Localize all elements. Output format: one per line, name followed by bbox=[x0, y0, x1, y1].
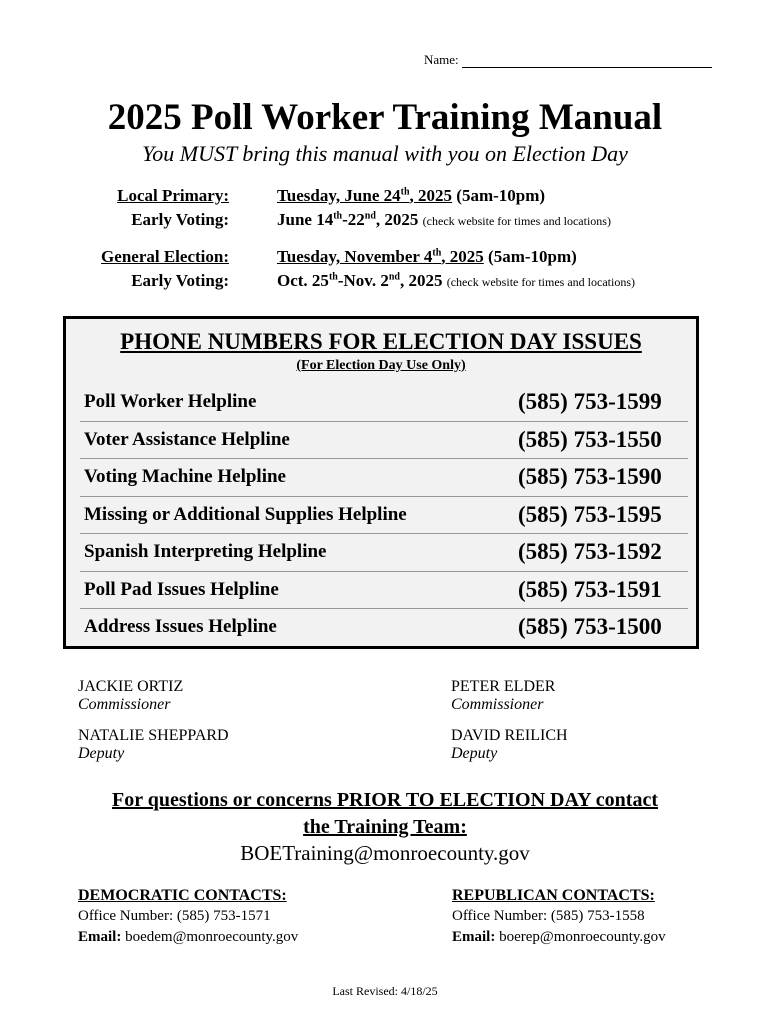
questions-line-1: For questions or concerns PRIOR TO ELECTION DAY contact bbox=[112, 789, 658, 811]
helpline-row bbox=[80, 609, 688, 647]
primary-date: Tuesday, June 24th, 2025 (5am-10pm) bbox=[277, 186, 546, 205]
questions-line-2: the Training Team: bbox=[303, 816, 467, 838]
official-role: Commissioner bbox=[78, 696, 171, 713]
name-blank-line[interactable] bbox=[462, 54, 712, 68]
republican-office: Office Number: (585) 753-1558 bbox=[452, 908, 645, 924]
helpline-row bbox=[80, 384, 688, 422]
phone-box-title: PHONE NUMBERS FOR ELECTION DAY ISSUES bbox=[120, 329, 642, 354]
primary-label: Local Primary: bbox=[117, 186, 229, 205]
general-early-note: (check website for times and locations) bbox=[446, 275, 635, 289]
official-role: Deputy bbox=[451, 745, 498, 762]
phone-numbers-box bbox=[63, 316, 699, 649]
helpline-number: (585) 753-1599 bbox=[518, 389, 662, 414]
helpline-number: (585) 753-1550 bbox=[518, 426, 662, 452]
helpline-number: (585) 753-1590 bbox=[518, 464, 662, 489]
name-label: Name: bbox=[424, 52, 459, 67]
democratic-office: Office Number: (585) 753-1571 bbox=[78, 908, 271, 924]
democratic-contacts bbox=[78, 887, 298, 946]
general-date: Tuesday, November 4th, 2025 (5am-10pm) bbox=[277, 247, 577, 266]
official-role: Commissioner bbox=[451, 696, 544, 713]
helpline-row bbox=[80, 422, 688, 460]
phone-box-subtitle: (For Election Day Use Only) bbox=[296, 358, 466, 373]
page-subtitle: You MUST bring this manual with you on Election Day bbox=[142, 141, 628, 166]
democratic-email[interactable]: Email: boedem@monroecounty.gov bbox=[78, 929, 299, 945]
helpline-name: Poll Worker Helpline bbox=[84, 391, 257, 412]
helpline-number: (585) 753-1591 bbox=[518, 576, 662, 602]
helpline-name: Voter Assistance Helpline bbox=[84, 428, 290, 450]
republican-heading: REPUBLICAN CONTACTS: bbox=[452, 887, 655, 904]
helpline-row bbox=[80, 459, 688, 497]
helpline-row bbox=[80, 572, 688, 610]
last-revised: Last Revised: 4/18/25 bbox=[332, 984, 438, 998]
official-ortiz bbox=[78, 678, 183, 714]
official-name: NATALIE SHEPPARD bbox=[78, 727, 229, 744]
official-reilich bbox=[451, 727, 568, 763]
helpline-number: (585) 753-1500 bbox=[518, 614, 662, 639]
page-title: 2025 Poll Worker Training Manual bbox=[107, 97, 663, 138]
official-name: PETER ELDER bbox=[451, 678, 556, 695]
primary-early-note: (check website for times and locations) bbox=[422, 214, 611, 228]
questions-notice bbox=[0, 787, 770, 841]
official-name: DAVID REILICH bbox=[451, 727, 568, 744]
official-sheppard bbox=[78, 727, 229, 763]
helpline-name: Poll Pad Issues Helpline bbox=[84, 578, 279, 600]
helpline-name: Address Issues Helpline bbox=[84, 616, 277, 637]
republican-contacts bbox=[452, 887, 666, 946]
general-early-label: Early Voting: bbox=[131, 271, 229, 290]
helpline-name: Missing or Additional Supplies Helpline bbox=[84, 503, 407, 525]
helpline-list bbox=[80, 384, 688, 647]
helpline-number: (585) 753-1592 bbox=[518, 539, 662, 564]
democratic-heading: DEMOCRATIC CONTACTS: bbox=[78, 887, 287, 904]
helpline-name: Voting Machine Helpline bbox=[84, 466, 286, 487]
helpline-row bbox=[80, 497, 688, 535]
official-elder bbox=[451, 678, 555, 714]
helpline-name: Spanish Interpreting Helpline bbox=[84, 541, 327, 562]
primary-early-label: Early Voting: bbox=[131, 210, 229, 229]
training-team-email[interactable]: BOETraining@monroecounty.gov bbox=[240, 841, 530, 865]
official-role: Deputy bbox=[78, 745, 125, 762]
general-label: General Election: bbox=[101, 247, 229, 266]
general-early-dates: Oct. 25th-Nov. 2nd, 2025 (check website for times and locations) bbox=[277, 271, 635, 290]
official-name: JACKIE ORTIZ bbox=[78, 678, 184, 695]
helpline-number: (585) 753-1595 bbox=[518, 501, 662, 527]
name-field[interactable] bbox=[424, 52, 712, 68]
republican-email[interactable]: Email: boerep@monroecounty.gov bbox=[452, 929, 666, 945]
primary-early-dates: June 14th-22nd, 2025 (check website for times and locations) bbox=[277, 210, 611, 229]
helpline-row bbox=[80, 534, 688, 572]
